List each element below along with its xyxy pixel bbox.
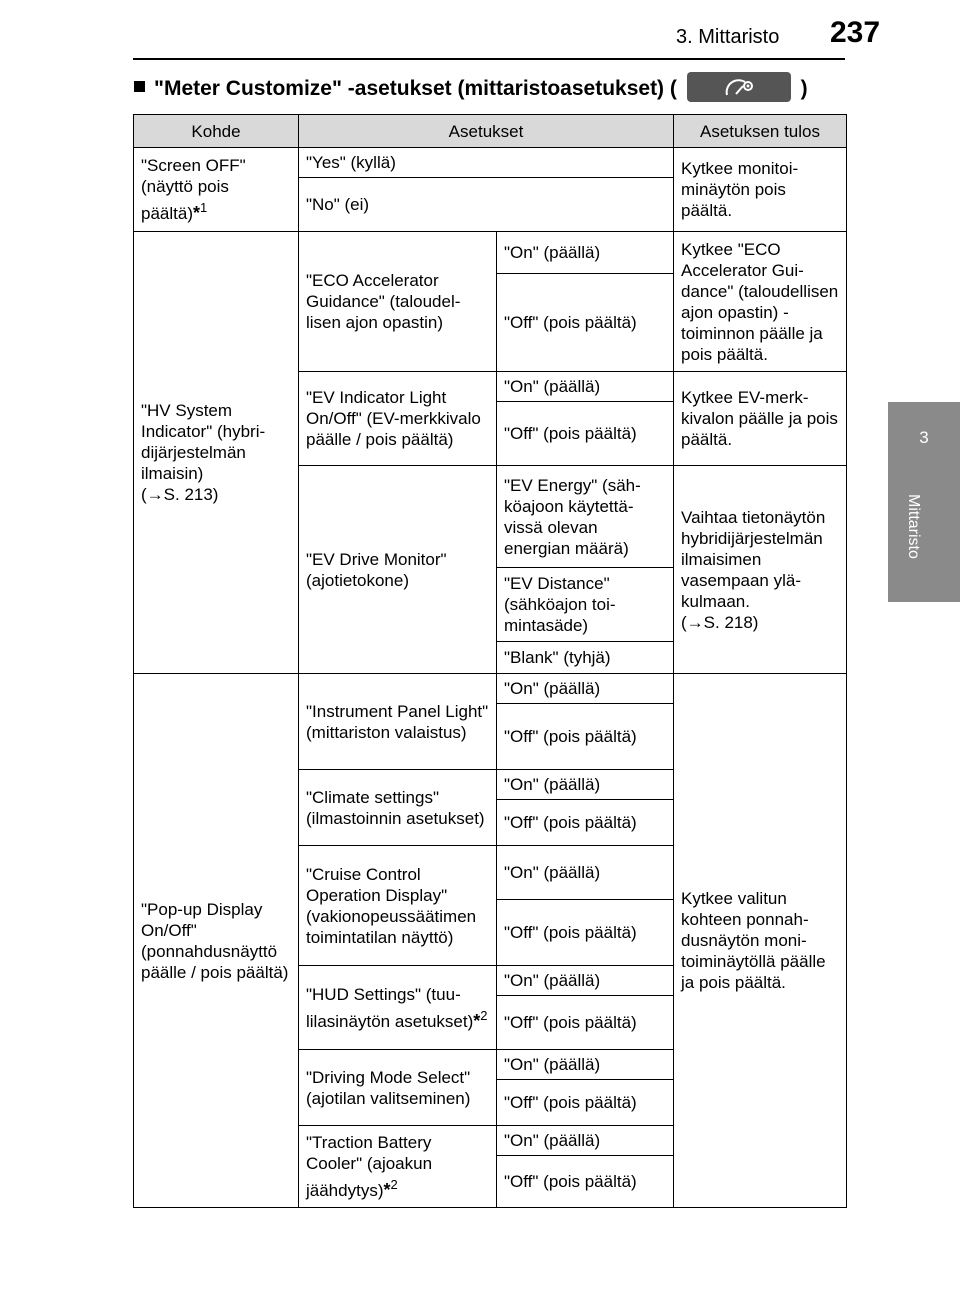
subitem-cell: "ECO Accelerator Guidance" (taloudellisen ajon opastin) <box>299 232 497 372</box>
subitem-cell: "Cruise Control Operation Display" (vakionopeussäätimen toimintatilan näyttö) <box>299 846 497 966</box>
option-cell: "On" (päällä) <box>497 674 674 704</box>
footnote-ref: 1 <box>200 200 208 215</box>
item-cell: "Pop-up Display On/Off" (ponnahdusnäyttö päälle / pois päältä) <box>134 674 299 1208</box>
subitem-cell: "Driving Mode Select" (ajotilan valitseminen) <box>299 1050 497 1126</box>
item-cell: "Screen OFF" (näyttö pois päältä)*$^1$ <box>134 148 299 232</box>
chapter-tab <box>888 402 960 602</box>
section-title-text: "Meter Customize" -asetukset (mittaristoasetukset) ( <box>154 77 677 100</box>
result-cell: Kytkee valitun kohteen ponnahdusnäytön monitoiminäytöllä päälle ja pois päältä. <box>674 674 847 1208</box>
item-cell: "HV System Indicator" (hybridijärjestelmän ilmaisin) (→S. 213) <box>134 232 299 674</box>
subitem-cell: "EV Drive Monitor" (ajotietokone) <box>299 466 497 674</box>
header-settings: Asetukset <box>299 115 674 148</box>
table-row <box>134 148 847 178</box>
chapter-tab-label: Mittaristo <box>905 494 922 559</box>
subitem-cell: "EV Indicator Light On/Off" (EV-merkkivalo päälle / pois päältä) <box>299 372 497 466</box>
result-cell: Kytkee "ECO Accelerator Guidance" (taloudellisen ajon opastin) -toiminnon päälle ja pois päältä. <box>674 232 847 372</box>
subitem-cell: "Instrument Panel Light" (mittariston valaistus) <box>299 674 497 770</box>
subitem-cell: "Traction Battery Cooler" (ajoakun jäähdytys)*$^2$ <box>299 1126 497 1208</box>
option-cell: "On" (päällä) <box>497 1126 674 1156</box>
result-cell: Kytkee monitoiminäytön pois päältä. <box>674 148 847 232</box>
option-cell: "On" (päällä) <box>497 770 674 800</box>
table-row <box>134 674 847 704</box>
settings-table <box>133 114 847 1208</box>
gauge-settings-icon <box>687 72 791 102</box>
subitem-cell: "HUD Settings" (tuulilasinäytön asetukset)*$^2$ <box>299 966 497 1050</box>
footnote-ref: 2 <box>390 1177 398 1192</box>
section-title-close: ) <box>800 77 808 100</box>
footnote-star: * <box>192 203 200 223</box>
header-divider <box>133 58 845 60</box>
page-reference: (→S. 218) <box>681 612 759 632</box>
option-cell: "Off" (pois päältä) <box>497 1080 674 1126</box>
option-cell: "EV Distance" (sähköajon toimintasäde) <box>497 568 674 642</box>
option-cell: "EV Energy" (sähköajoon käytettävissä olevan energian määrä) <box>497 466 674 568</box>
table-row <box>134 232 847 274</box>
option-cell: "Off" (pois päältä) <box>497 402 674 466</box>
option-cell: "On" (päällä) <box>497 846 674 900</box>
option-cell: "Off" (pois päältä) <box>497 1156 674 1208</box>
option-cell: "Off" (pois päältä) <box>497 704 674 770</box>
table-header-row <box>134 115 847 148</box>
option-cell: "On" (päällä) <box>497 232 674 274</box>
header-result: Asetuksen tulos <box>674 115 847 148</box>
option-cell: "Off" (pois päältä) <box>497 274 674 372</box>
option-cell: "Off" (pois päältä) <box>497 996 674 1050</box>
chapter-tab-number: 3 <box>919 428 929 447</box>
option-cell: "On" (päällä) <box>497 966 674 996</box>
chapter-title: 3. Mittaristo <box>676 26 780 48</box>
result-cell: Vaihtaa tietonäytön hybridijärjestelmän ilmaisimen vasempaan yläkulmaan. (→S. 218) <box>674 466 847 674</box>
page-number: 237 <box>830 16 881 49</box>
option-cell: "Yes" (kyllä) <box>299 148 674 178</box>
footnote-star: * <box>473 1010 481 1031</box>
option-cell: "On" (päällä) <box>497 1050 674 1080</box>
square-bullet-icon <box>134 81 145 92</box>
option-cell: "Off" (pois päältä) <box>497 800 674 846</box>
page-reference: (→S. 213) <box>141 485 219 504</box>
header-item: Kohde <box>134 115 299 148</box>
footnote-star: * <box>383 1180 391 1200</box>
option-cell: "On" (päällä) <box>497 372 674 402</box>
option-cell: "No" (ei) <box>299 178 674 232</box>
option-cell: "Off" (pois päältä) <box>497 900 674 966</box>
option-cell: "Blank" (tyhjä) <box>497 642 674 674</box>
footnote-ref: 2 <box>480 1007 488 1023</box>
subitem-cell: "Climate settings" (ilmastoinnin asetukset) <box>299 770 497 846</box>
result-cell: Kytkee EV-merkkivalon päälle ja pois päältä. <box>674 372 847 466</box>
section-heading <box>134 72 808 102</box>
